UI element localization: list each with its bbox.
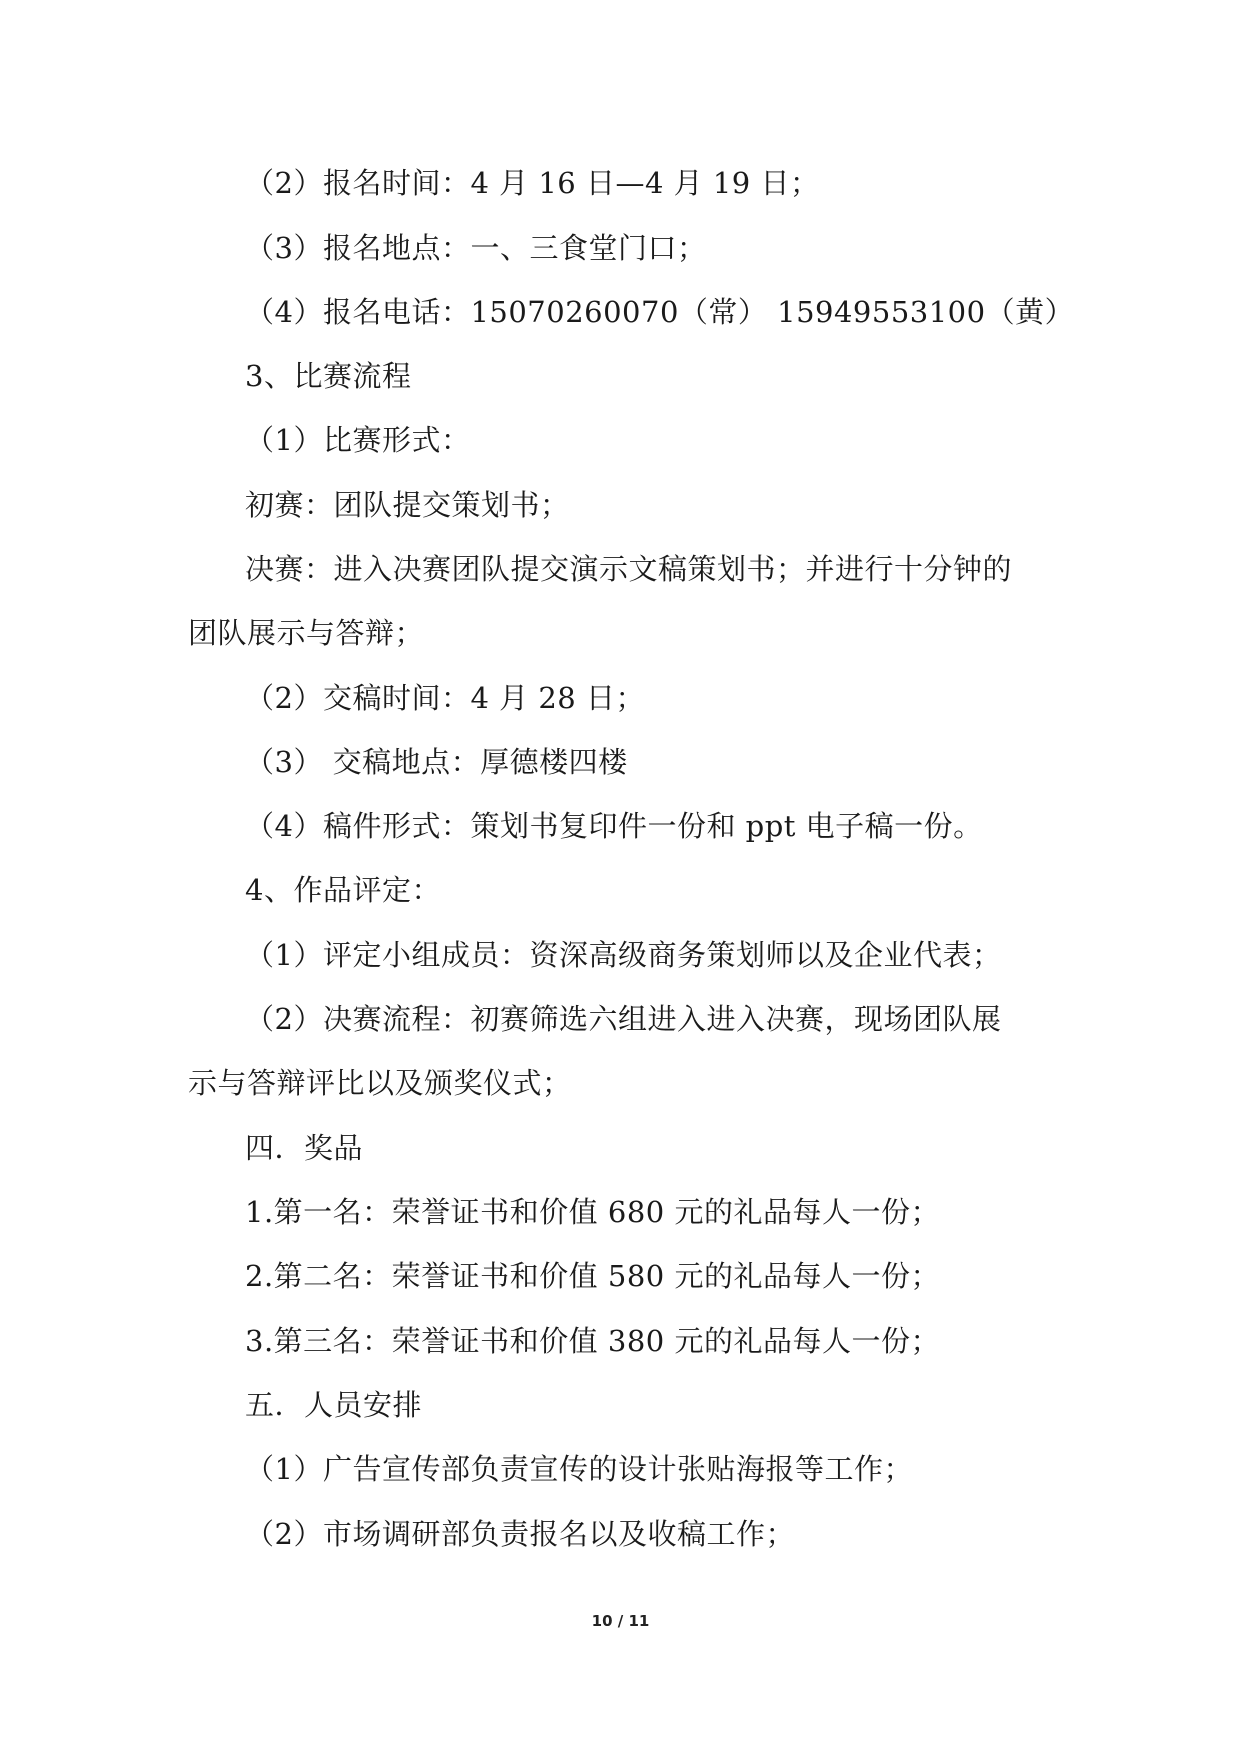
third-prize-line: 3.第三名：荣誉证书和价值 380 元的礼品每人一份； [245, 1324, 940, 1358]
section-heading-prizes: 四．奖品 [245, 1131, 364, 1165]
registration-time-line: （2）报名时间：4 月 16 日—4 月 19 日； [245, 166, 820, 200]
staffing-research-line: （2）市场调研部负责报名以及收稿工作； [245, 1517, 795, 1551]
competition-format-line: （1）比赛形式： [245, 423, 471, 457]
final-process-line-continued: 示与答辩评比以及颁奖仪式； [188, 1066, 572, 1100]
first-prize-line: 1.第一名：荣誉证书和价值 680 元的礼品每人一份； [245, 1195, 940, 1229]
submission-time-line: （2）交稿时间：4 月 28 日； [245, 681, 645, 715]
preliminary-round-line: 初赛：团队提交策划书； [245, 488, 570, 522]
final-round-line-continued: 团队展示与答辩； [188, 616, 425, 650]
section-heading-judging: 4、作品评定： [245, 873, 441, 907]
submission-format-line: （4）稿件形式：策划书复印件一份和 ppt 电子稿一份。 [245, 809, 983, 843]
page-number: 10 / 11 [591, 1612, 650, 1630]
judging-panel-line: （1）评定小组成员：资深高级商务策划师以及企业代表； [245, 938, 1002, 972]
staffing-advertising-line: （1）广告宣传部负责宣传的设计张贴海报等工作； [245, 1452, 913, 1486]
submission-location-line: （3） 交稿地点：厚德楼四楼 [245, 745, 628, 779]
section-heading-staffing: 五．人员安排 [245, 1388, 423, 1422]
registration-location-line: （3）报名地点：一、三食堂门口； [245, 231, 707, 265]
final-process-line: （2）决赛流程：初赛筛选六组进入进入决赛，现场团队展 [245, 1002, 1002, 1036]
second-prize-line: 2.第二名：荣誉证书和价值 580 元的礼品每人一份； [245, 1259, 940, 1293]
final-round-line: 决赛：进入决赛团队提交演示文稿策划书；并进行十分钟的 [245, 552, 1013, 586]
registration-phone-line: （4）报名电话：15070260070（常） 15949553100（黄） [245, 295, 1075, 329]
section-heading-competition-process: 3、比赛流程 [245, 359, 412, 393]
